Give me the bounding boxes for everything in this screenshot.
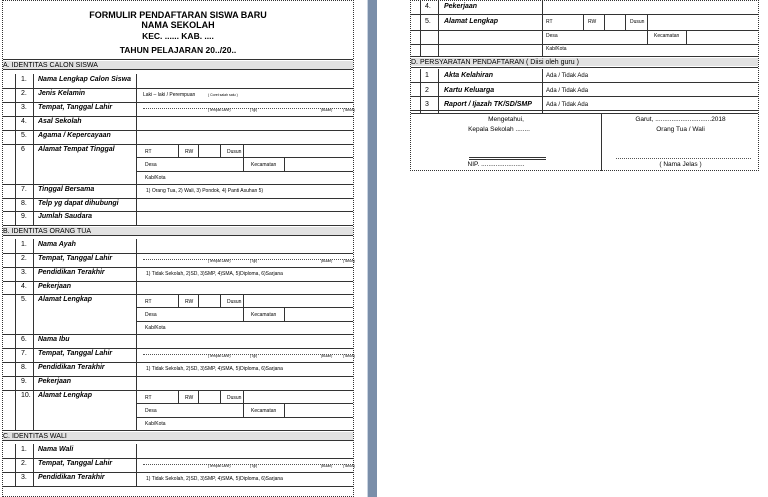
gender-options: Laki – laki / Perempuan	[143, 92, 196, 98]
section-rule	[3, 59, 353, 60]
addr-col	[198, 144, 199, 157]
addr-desa: Desa	[145, 312, 157, 318]
col-divider	[15, 444, 16, 458]
addr-col	[243, 294, 244, 307]
req-value-2: Ada / Tidak Ada	[546, 88, 589, 94]
addr-col	[243, 307, 244, 321]
clear-name-text: ( Nama Jelas )	[659, 161, 702, 168]
col-divider	[136, 184, 137, 198]
col-divider	[33, 281, 34, 294]
col-divider	[136, 376, 137, 390]
row-number: 9.	[21, 378, 27, 385]
row-number: 5.	[21, 296, 27, 303]
req-num-3: 3	[425, 101, 429, 108]
right-num-4: 4.	[425, 3, 431, 10]
row-number: 10.	[21, 392, 31, 399]
col-divider	[33, 102, 34, 116]
col-divider	[136, 334, 137, 348]
birth-dotted-line	[143, 464, 353, 465]
right-kab: Kab/Kota	[546, 46, 567, 52]
col-divider	[15, 88, 16, 102]
addr-col	[284, 403, 285, 417]
birth-month: (Bulan)	[321, 464, 333, 468]
col-divider	[33, 184, 34, 198]
birth-month: (Bulan)	[321, 108, 333, 112]
table-line	[411, 110, 758, 111]
col-divider	[136, 444, 137, 458]
addr-rt: RT	[145, 395, 152, 401]
col-divider	[15, 348, 16, 362]
col-divider	[15, 267, 16, 281]
table-line	[469, 157, 546, 158]
section-a-header: A. IDENTITAS CALON SISWA	[3, 61, 353, 69]
table-line	[625, 14, 626, 30]
row-divider	[3, 362, 353, 363]
addr-col	[284, 307, 285, 321]
addr-col	[243, 144, 244, 157]
row-divider	[3, 348, 353, 349]
education-options: 1) Tidak Sekolah, 2)SD, 3)SMP, 4)SMA, 5)Diploma, 6)Sarjana	[146, 476, 283, 482]
row-number: 4.	[21, 118, 27, 125]
table-line	[647, 30, 648, 44]
table-line	[411, 44, 758, 45]
row-divider	[3, 376, 353, 377]
row-number: 4.	[21, 283, 27, 290]
addr-line	[136, 307, 353, 308]
birth-year: (Tahun)	[343, 464, 355, 468]
birth-date: (Tgl)	[250, 108, 258, 112]
section-b-header: B. IDENTITAS ORANG TUA	[3, 227, 353, 235]
row-number: 1.	[21, 446, 27, 453]
col-divider	[136, 88, 137, 102]
req-label-1: Akta Kelahiran	[444, 72, 494, 79]
addr-col	[243, 157, 244, 171]
birth-month: (Bulan)	[321, 259, 333, 263]
col-divider	[136, 294, 137, 334]
row-label: Pendidikan Terakhir	[38, 474, 105, 481]
addr-col	[284, 157, 285, 171]
row-number: 6	[21, 146, 25, 153]
academic-year: TAHUN PELAJARAN 20../20..	[119, 45, 237, 55]
section-d-header: D. PERSYARATAN PENDAFTARAN ( Diisi oleh guru )	[411, 58, 758, 66]
row-number: 8.	[21, 364, 27, 371]
col-divider	[15, 144, 16, 184]
row-divider	[3, 116, 353, 117]
col-divider	[33, 362, 34, 376]
col-divider	[136, 211, 137, 225]
col-divider	[33, 294, 34, 334]
row-divider	[3, 198, 353, 199]
row-number: 3.	[21, 474, 27, 481]
addr-rw: RW	[185, 149, 194, 155]
birth-dotted-line	[143, 259, 353, 260]
col-divider	[15, 74, 16, 88]
row-label: Pendidikan Terakhir	[38, 364, 105, 371]
birth-year: (Tahun)	[343, 259, 355, 263]
addr-line	[136, 157, 353, 158]
education-options: 1) Tidak Sekolah, 2)SD, 3)SMP, 4)SMA, 5)Diploma, 6)Sarjana	[146, 366, 283, 372]
req-value-3: Ada / Tidak Ada	[546, 102, 589, 108]
page-right	[380, 0, 768, 497]
birth-date: (Tgl)	[250, 354, 258, 358]
col-divider	[136, 198, 137, 211]
row-divider	[3, 88, 353, 89]
col-divider	[15, 472, 16, 486]
birth-date: (Tgl)	[250, 259, 258, 263]
known-text: Mengetahui,	[488, 116, 524, 123]
table-line	[411, 67, 758, 68]
addr-col	[198, 294, 199, 307]
row-divider	[3, 253, 353, 254]
addr-line	[136, 321, 353, 322]
addr-kecamatan: Kecamatan	[251, 408, 277, 414]
row-number: 5.	[21, 132, 27, 139]
row-divider	[3, 458, 353, 459]
col-divider	[136, 472, 137, 486]
education-options: 1) Tidak Sekolah, 2)SD, 3)SMP, 4)SMA, 5)Diploma, 6)Sarjana	[146, 271, 283, 277]
row-number: 7.	[21, 186, 27, 193]
col-divider	[33, 334, 34, 348]
section-c-header: C. IDENTITAS WALI	[3, 432, 353, 440]
row-label: Nama Wali	[38, 446, 74, 453]
addr-col	[178, 144, 179, 157]
table-line	[411, 82, 758, 83]
addr-desa: Desa	[145, 162, 157, 168]
row-label: Jumlah Saudara	[38, 213, 93, 220]
req-label-3: Raport / Ijazah TK/SD/SMP	[444, 101, 532, 108]
row-divider	[3, 211, 353, 212]
row-divider	[3, 184, 353, 185]
birth-place: (Tempat Lahir)	[208, 354, 231, 358]
form-title: FORMULIR PENDAFTARAN SISWA BARU	[89, 10, 267, 20]
right-label-work: Pekerjaan	[444, 3, 478, 10]
section-rule	[3, 225, 353, 226]
addr-col	[243, 403, 244, 417]
table-line	[420, 1, 421, 56]
registration-form-page1	[2, 0, 354, 497]
row-label: Telp yg dapat dihubungi	[38, 200, 119, 207]
row-label: Tempat, Tanggal Lahir	[38, 104, 113, 111]
addr-line	[136, 417, 353, 418]
col-divider	[136, 267, 137, 281]
row-number: 2.	[21, 90, 27, 97]
col-divider	[15, 184, 16, 198]
row-label: Pekerjaan	[38, 378, 72, 385]
addr-rw: RW	[185, 395, 194, 401]
table-line	[604, 14, 605, 30]
addr-kab: Kab/Kota	[145, 421, 166, 427]
col-divider	[136, 253, 137, 267]
col-divider	[33, 253, 34, 267]
right-kecamatan: Kecamatan	[654, 33, 680, 39]
row-label: Nama Ayah	[38, 241, 76, 248]
row-label: Tempat, Tanggal Lahir	[38, 350, 113, 357]
col-divider	[15, 211, 16, 225]
row-divider	[3, 486, 353, 487]
school-name: NAMA SEKOLAH	[141, 20, 215, 30]
addr-col	[198, 390, 199, 403]
right-label-address: Alamat Lengkap	[444, 18, 499, 25]
col-divider	[33, 444, 34, 458]
row-label: Alamat Tempat Tinggal	[38, 146, 115, 153]
row-label: Tinggal Bersama	[38, 186, 95, 193]
table-line	[542, 1, 543, 56]
table-line	[438, 69, 439, 113]
row-label: Alamat Lengkap	[38, 392, 93, 399]
section-rule	[3, 440, 353, 441]
table-line	[411, 113, 758, 114]
addr-kab: Kab/Kota	[145, 325, 166, 331]
col-divider	[15, 334, 16, 348]
page-left	[0, 0, 362, 497]
row-number: 1.	[21, 241, 27, 248]
live-with-options: 1) Orang Tua, 2) Wali, 3) Pondok, 4) Panti Asuhan 5)	[146, 188, 264, 194]
parent-text: Orang Tua / Wali	[656, 126, 705, 133]
addr-col	[220, 390, 221, 403]
col-divider	[136, 390, 137, 430]
col-divider	[15, 239, 16, 253]
col-divider	[136, 130, 137, 144]
addr-col	[243, 390, 244, 403]
birth-dotted-line	[143, 108, 353, 109]
addr-dusun: Dusun	[227, 395, 242, 401]
req-value-1: Ada / Tidak Ada	[546, 73, 589, 79]
col-divider	[15, 458, 16, 472]
addr-rt: RT	[145, 149, 152, 155]
row-number: 8.	[21, 200, 27, 207]
row-label: Nama Lengkap Calon Siswa	[38, 76, 131, 83]
col-divider	[136, 362, 137, 376]
table-line	[469, 159, 546, 160]
col-divider	[33, 74, 34, 88]
school-location: KEC. ...... KAB. ....	[142, 31, 214, 41]
col-divider	[15, 102, 16, 116]
right-dusun: Dusun	[630, 19, 645, 25]
col-divider	[15, 294, 16, 334]
addr-kecamatan: Kecamatan	[251, 162, 277, 168]
col-divider	[33, 116, 34, 130]
row-number: 3.	[21, 269, 27, 276]
col-divider	[15, 130, 16, 144]
row-divider	[3, 334, 353, 335]
row-divider	[3, 130, 353, 131]
section-rule	[3, 69, 353, 70]
col-divider	[136, 239, 137, 253]
right-rw: RW	[588, 19, 597, 25]
table-line	[616, 158, 751, 159]
col-divider	[15, 281, 16, 294]
row-number: 2.	[21, 460, 27, 467]
birth-place: (Tempat Lahir)	[208, 464, 231, 468]
col-divider	[33, 88, 34, 102]
addr-col	[220, 144, 221, 157]
row-number: 6.	[21, 336, 27, 343]
row-number: 2.	[21, 255, 27, 262]
req-label-2: Kartu Keluarga	[444, 87, 495, 94]
addr-dusun: Dusun	[227, 299, 242, 305]
row-label: Pekerjaan	[38, 283, 72, 290]
row-label: Tempat, Tanggal Lahir	[38, 460, 113, 467]
section-rule	[3, 430, 353, 431]
col-divider	[136, 116, 137, 130]
col-divider	[33, 198, 34, 211]
col-divider	[15, 116, 16, 130]
col-divider	[33, 211, 34, 225]
right-desa: Desa	[546, 33, 558, 39]
col-divider	[136, 102, 137, 116]
col-divider	[15, 390, 16, 430]
addr-col	[220, 294, 221, 307]
req-num-2: 2	[425, 87, 429, 94]
col-divider	[136, 348, 137, 362]
col-divider	[33, 267, 34, 281]
table-line	[420, 69, 421, 113]
table-line	[647, 14, 648, 30]
right-rt: RT	[546, 19, 553, 25]
table-line	[438, 1, 439, 56]
row-label: Nama Ibu	[38, 336, 70, 343]
table-line	[583, 14, 584, 30]
right-num-5: 5.	[425, 18, 431, 25]
addr-kecamatan: Kecamatan	[251, 312, 277, 318]
row-label: Jenis Kelamin	[38, 90, 86, 97]
col-divider	[33, 239, 34, 253]
page-gap	[368, 0, 377, 497]
row-label: Pendidikan Terakhir	[38, 269, 105, 276]
row-number: 1.	[21, 76, 27, 83]
table-line	[411, 96, 758, 97]
row-label: Agama / Kepercayaan	[38, 132, 111, 139]
row-number: 9.	[21, 213, 27, 220]
addr-col	[178, 294, 179, 307]
col-divider	[15, 376, 16, 390]
col-divider	[33, 144, 34, 184]
addr-col	[178, 390, 179, 403]
col-divider	[33, 348, 34, 362]
table-line	[411, 14, 758, 15]
row-divider	[3, 102, 353, 103]
col-divider	[136, 144, 137, 184]
col-divider	[136, 281, 137, 294]
col-divider	[33, 390, 34, 430]
row-divider	[3, 281, 353, 282]
birth-place: (Tempat Lahir)	[208, 108, 231, 112]
headmaster-text: Kepala Sekolah ........	[468, 126, 530, 133]
addr-kab: Kab/Kota	[145, 175, 166, 181]
table-line	[411, 56, 758, 57]
gender-note: ( Coret salah satu )	[208, 93, 238, 97]
addr-line	[136, 171, 353, 172]
row-label: Asal Sekolah	[38, 118, 82, 125]
registration-form-page2	[410, 0, 759, 171]
addr-line	[136, 403, 353, 404]
table-line	[601, 113, 602, 171]
col-divider	[33, 130, 34, 144]
row-number: 7.	[21, 350, 27, 357]
table-line	[542, 69, 543, 113]
col-divider	[136, 74, 137, 88]
table-line	[686, 30, 687, 44]
col-divider	[15, 198, 16, 211]
row-label: Alamat Lengkap	[38, 296, 93, 303]
addr-rt: RT	[145, 299, 152, 305]
col-divider	[33, 472, 34, 486]
section-rule	[3, 235, 353, 236]
row-divider	[3, 472, 353, 473]
birth-dotted-line	[143, 354, 353, 355]
col-divider	[15, 362, 16, 376]
place-date-text: Garut, ...............................2018	[635, 116, 726, 123]
birth-place: (Tempat Lahir)	[208, 259, 231, 263]
row-divider	[3, 267, 353, 268]
col-divider	[15, 253, 16, 267]
req-num-1: 1	[425, 72, 429, 79]
addr-dusun: Dusun	[227, 149, 242, 155]
addr-rw: RW	[185, 299, 194, 305]
birth-year: (Tahun)	[343, 108, 355, 112]
col-divider	[136, 458, 137, 472]
col-divider	[33, 458, 34, 472]
birth-year: (Tahun)	[343, 354, 355, 358]
birth-date: (Tgl)	[250, 464, 258, 468]
nip-text: NIP. ........................	[467, 161, 525, 168]
birth-month: (Bulan)	[321, 354, 333, 358]
row-number: 3.	[21, 104, 27, 111]
row-label: Tempat, Tanggal Lahir	[38, 255, 113, 262]
col-divider	[33, 376, 34, 390]
addr-desa: Desa	[145, 408, 157, 414]
table-line	[411, 30, 758, 31]
